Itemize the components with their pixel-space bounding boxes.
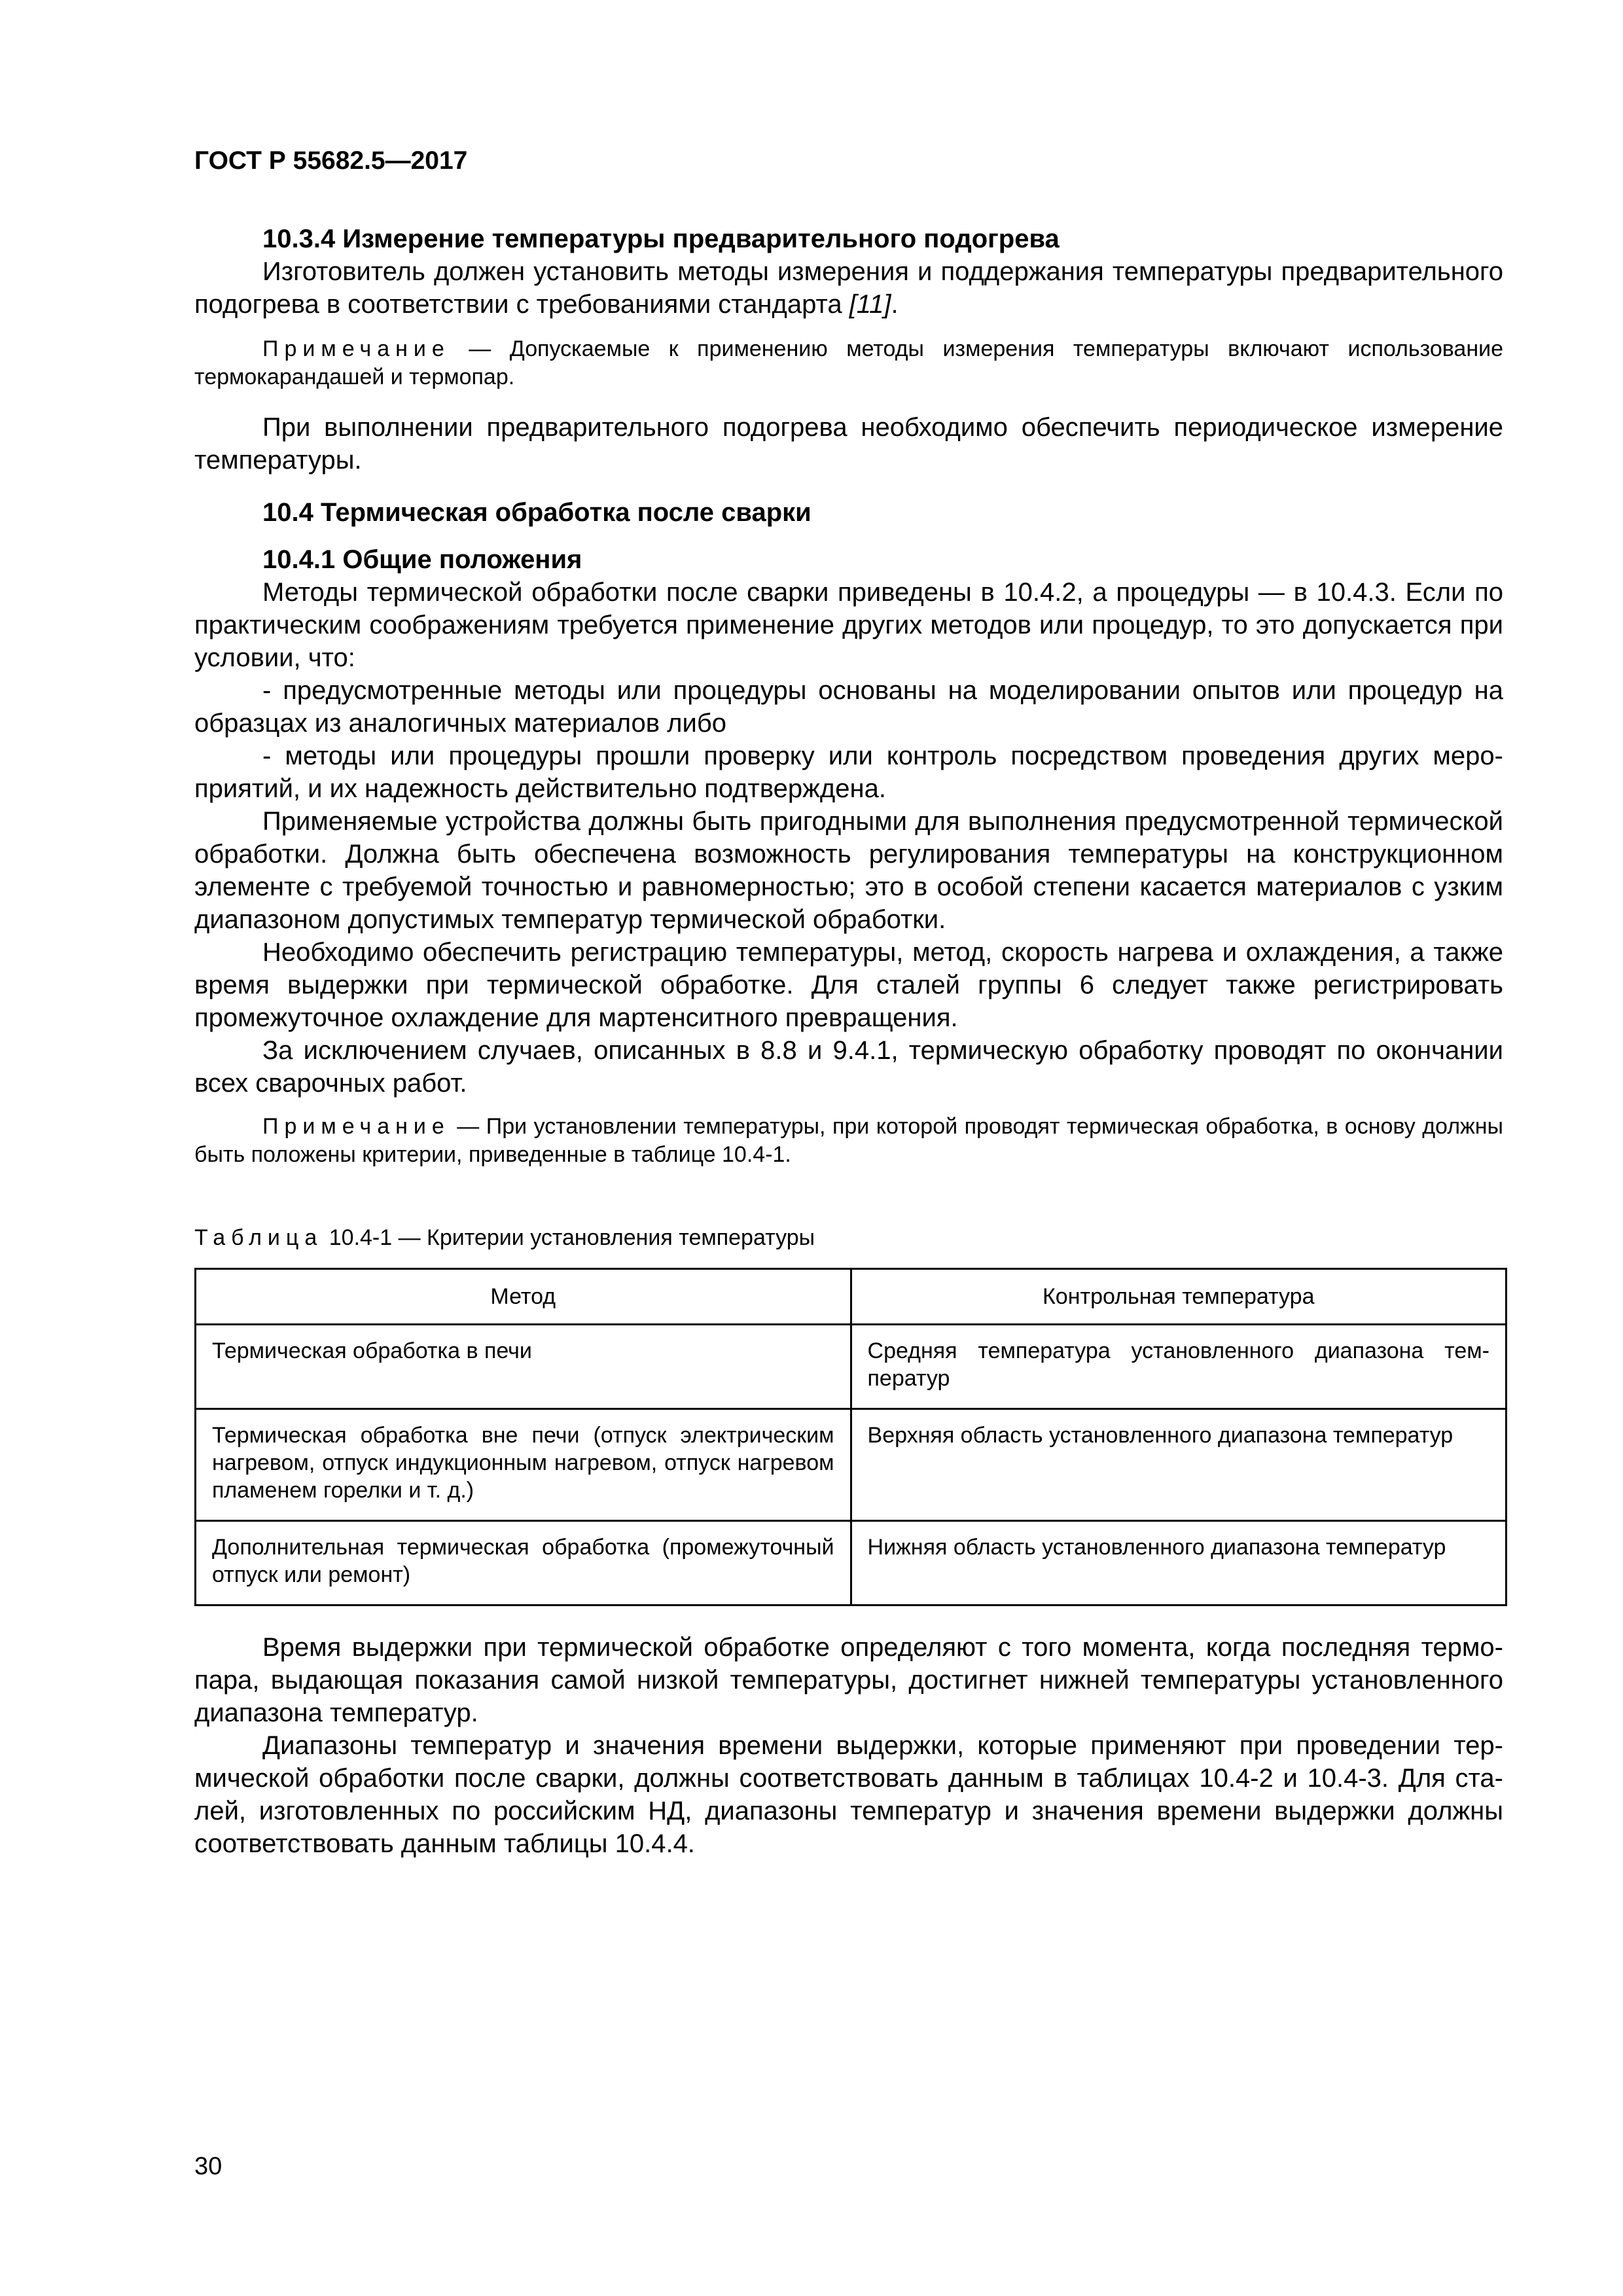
list-item: - предусмотренные методы или процедуры основаны на моделировании опытов или процедур на образцах из аналогичных материалов либо xyxy=(194,676,1503,738)
note-label: Примечание xyxy=(262,1114,450,1139)
reference-link[interactable]: [11] xyxy=(849,290,891,319)
paragraph: Применяемые устройства должны быть пригодными для выполнения предусмотренной термической обработки. Должна быть обеспечена возможность регулирования температуры на конструкционном элементе с требуемой точностью и равномерностью; это в особой степени касается материалов с узким диапазоном допустимых температур термической обработки. xyxy=(194,807,1503,934)
paragraph: Методы термической обработки после сварки приведены в 10.4.2, а процедуры — в 10.4.3. Если по практическим соображениям требуется применение других методов или процедур, то это допускается при условии, что: xyxy=(194,578,1503,672)
paragraph: Необходимо обеспечить регистрацию температуры, метод, скорость нагрева и охлаждения, а также время выдержки при термической обработке. Для сталей группы 6 следует также регистрировать промежуточное охлаждение для мартенситного превращения. xyxy=(194,938,1503,1032)
table-cell: Термическая обработка в печи xyxy=(196,1325,851,1409)
table-caption-label: Таблица xyxy=(194,1225,323,1250)
table-cell: Термическая обработка вне печи (отпуск электрическим нагревом, отпуск индукционным нагревом, отпуск нагревом пламенем горелки и т. д.) xyxy=(196,1409,851,1521)
note-label: Примечание xyxy=(262,336,450,361)
table-cell: Верхняя область установленного диапазона температур xyxy=(851,1409,1506,1521)
paragraph xyxy=(194,255,1503,321)
table-cell: Средняя температура установленного диапазона температур xyxy=(851,1325,1506,1409)
section-heading-10-4: 10.4 Термическая обработка после сварки xyxy=(262,498,812,527)
section-heading-10-4-1: 10.4.1 Общие положения xyxy=(262,545,582,574)
page-number: 30 xyxy=(194,2153,223,2180)
section-heading-10-3-4: 10.3.4 Измерение температуры предварительного подогрева xyxy=(262,224,1060,253)
paragraph: За исключением случаев, описанных в 8.8 и 9.4.1, термическую обработку проводят по окончании всех сварочных работ. xyxy=(194,1036,1503,1098)
paragraph: Диапазоны температур и значения времени выдержки, которые применяют при проведении термической обработки после сварки, должны соответствовать данным в таблицах 10.4-2 и 10.4-3. Для сталей, изготовленных по российским НД, диапазоны температур и значения времени выдержки должны соответствовать данным таблицы 10.4.4. xyxy=(194,1731,1503,1858)
table-row xyxy=(196,1409,1507,1521)
document-body xyxy=(194,223,1503,1860)
table-caption-text: 10.4-1 — Критерии установления температуры xyxy=(323,1225,815,1250)
paragraph-text: Изготовитель должен установить методы измерения и поддержания температуры предварительного подогрева в соответствии с требованиями стандарта xyxy=(194,257,1503,319)
table-row xyxy=(196,1325,1507,1409)
criteria-table xyxy=(194,1268,1507,1606)
table-header-row xyxy=(196,1269,1507,1325)
paragraph-end: . xyxy=(891,290,899,319)
table-header-cell: Метод xyxy=(196,1269,851,1325)
note xyxy=(194,1113,1503,1169)
table-header-cell: Контрольная температура xyxy=(851,1269,1506,1325)
paragraph: Время выдержки при термической обработке определяют с того момента, когда последняя термопара, выдающая показания самой низкой температуры, достигнет нижней температуры установленного диапазона температур. xyxy=(194,1633,1503,1727)
paragraph: При выполнении предварительного подогрева необходимо обеспечить периодическое измерение температуры. xyxy=(194,413,1503,475)
table-row xyxy=(196,1521,1507,1605)
note-text: — Допускаемые к применению методы измерения температуры включают использование термокарандашей и термопар. xyxy=(194,336,1503,389)
document-header: ГОСТ Р 55682.5—2017 xyxy=(194,147,468,175)
note xyxy=(194,335,1503,391)
table-cell: Нижняя область установленного диапазона температур xyxy=(851,1521,1506,1605)
table-cell: Дополнительная термическая обработка (промежуточный отпуск или ремонт) xyxy=(196,1521,851,1605)
note-text: — При установлении температуры, при которой проводят термическая обработка, в основу должны быть положены критерии, приведенные в таблице 10.4-1. xyxy=(194,1114,1503,1167)
list-item: - методы или процедуры прошли проверку или контроль посредством проведения других мероприятий, и их надежность действительно подтверждена. xyxy=(194,742,1503,803)
table-caption xyxy=(194,1224,1503,1252)
